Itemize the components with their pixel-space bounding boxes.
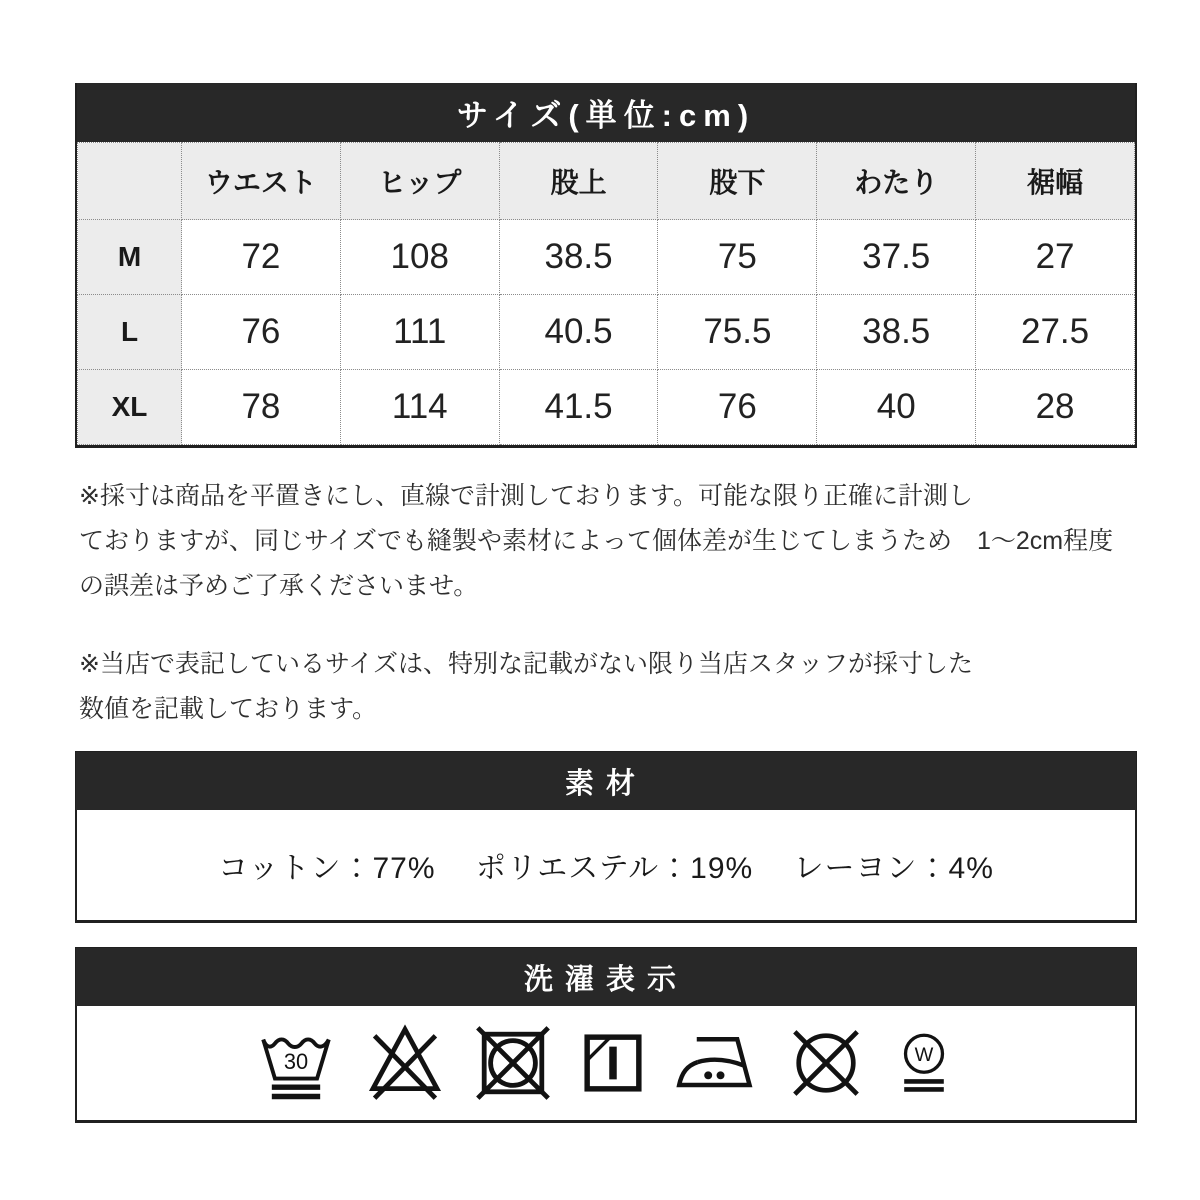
size-table-section <box>75 83 1137 448</box>
iron-medium-two-dots-icon <box>673 1032 761 1094</box>
size-row-l <box>78 295 1135 370</box>
no-tumble-dry-icon <box>473 1023 553 1103</box>
no-dry-clean-icon <box>787 1024 865 1102</box>
svg-text:30: 30 <box>283 1049 309 1075</box>
cell-xl-hip: 114 <box>340 370 499 445</box>
cell-m-inseam: 75 <box>658 220 817 295</box>
column-header-hip: ヒップ <box>340 143 499 220</box>
line-dry-in-shade-icon <box>579 1028 647 1098</box>
note-line: 数値を記載しております。 <box>79 695 378 723</box>
size-row-xl <box>78 370 1135 445</box>
notes-block <box>79 474 1200 732</box>
size-table-title: サイズ(単位:cm) <box>456 98 756 133</box>
material-composition: コットン：77% ポリエステル：19% レーヨン：4% <box>77 810 1135 920</box>
note-line: の誤差は予めご了承くださいませ。 <box>79 572 479 600</box>
column-header-thigh: わたり <box>817 143 976 220</box>
wash-30-very-gentle-icon <box>255 1024 337 1102</box>
laundry-title-bar <box>76 948 1136 1006</box>
cell-l-rise: 40.5 <box>499 295 658 370</box>
note-line: ※当店で表記しているサイズは、特別な記載がない限り当店スタッフが採寸した <box>79 650 973 678</box>
cell-l-inseam: 75.5 <box>658 295 817 370</box>
no-bleach-icon <box>363 1023 447 1103</box>
svg-text:W: W <box>914 1044 934 1067</box>
wet-clean-very-gentle-icon <box>891 1024 957 1102</box>
cell-xl-rise: 41.5 <box>499 370 658 445</box>
cell-m-thigh: 37.5 <box>817 220 976 295</box>
cell-m-hem: 27 <box>976 220 1135 295</box>
column-header-inseam: 股下 <box>658 143 817 220</box>
care-icons-row <box>77 1006 1135 1120</box>
cell-l-hem: 27.5 <box>976 295 1135 370</box>
cell-m-hip: 108 <box>340 220 499 295</box>
cell-l-waist: 76 <box>182 295 341 370</box>
note-line: ておりますが、同じサイズでも縫製や素材によって個体差が生じてしまうため 1～2cm程度 <box>79 527 1114 555</box>
size-table-corner-cell <box>78 143 182 220</box>
cell-xl-thigh: 40 <box>817 370 976 445</box>
note-measurement <box>79 474 1200 609</box>
cell-l-thigh: 38.5 <box>817 295 976 370</box>
cell-xl-waist: 78 <box>182 370 341 445</box>
column-header-waist: ウエスト <box>182 143 341 220</box>
material-title: 素材 <box>564 767 647 800</box>
cell-l-hip: 111 <box>340 295 499 370</box>
column-header-rise: 股上 <box>499 143 658 220</box>
material-section <box>75 751 1137 923</box>
size-table <box>77 142 1135 445</box>
column-header-hem: 裾幅 <box>976 143 1135 220</box>
size-label-l: L <box>78 295 182 370</box>
cell-m-rise: 38.5 <box>499 220 658 295</box>
size-label-m: M <box>78 220 182 295</box>
cell-m-waist: 72 <box>182 220 341 295</box>
material-title-bar <box>76 752 1136 810</box>
laundry-section <box>75 947 1137 1123</box>
cell-xl-inseam: 76 <box>658 370 817 445</box>
laundry-title: 洗濯表示 <box>523 963 688 996</box>
size-table-header-row <box>78 143 1135 220</box>
size-row-m <box>78 220 1135 295</box>
note-line: ※採寸は商品を平置きにし、直線で計測しております。可能な限り正確に計測し <box>79 482 973 510</box>
size-table-title-bar <box>77 83 1135 142</box>
cell-xl-hem: 28 <box>976 370 1135 445</box>
size-label-xl: XL <box>78 370 182 445</box>
note-staff-measured <box>79 642 1200 732</box>
